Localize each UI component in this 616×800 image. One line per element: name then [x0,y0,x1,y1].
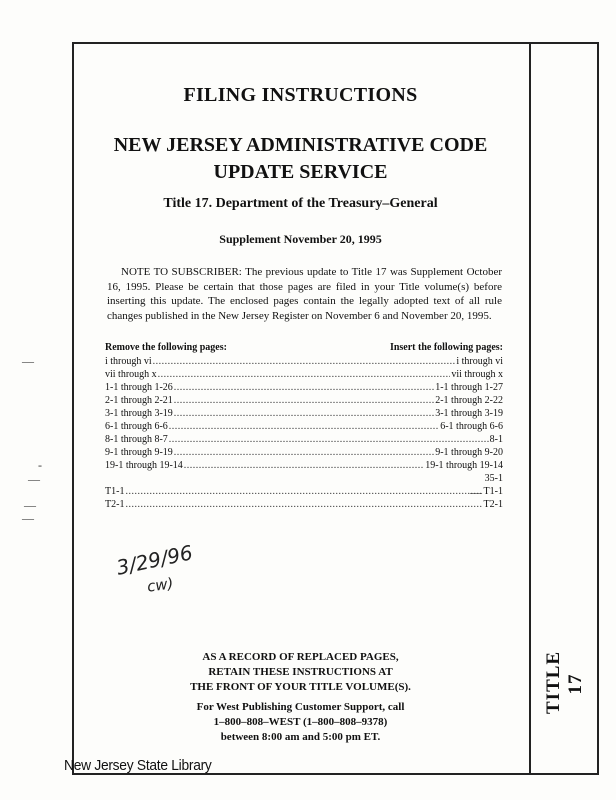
remove-range: i through vi [105,356,152,367]
code-heading-line1: NEW JERSEY ADMINISTRATIVE CODE [113,134,488,156]
pages-list [105,355,503,511]
record-line3: THE FRONT OF YOUR TITLE VOLUME(S). [190,681,411,693]
check-mark: — [22,511,34,525]
insert-header: Insert the following pages: [389,342,503,353]
insert-range: i through vi [456,356,503,367]
remove-range: 3-1 through 3-19 [105,408,173,419]
insert-range: 8-1 [489,434,503,445]
title-tab-label: TITLE 17 [543,650,586,714]
insert-range: 19-1 through 19-14 [425,460,503,471]
list-item [105,394,503,407]
list-item [105,420,503,433]
list-item [105,407,503,420]
support-line1: For West Publishing Customer Support, call [196,701,405,713]
remove-range: T1-1 [105,486,125,497]
list-item [105,498,503,511]
handwritten-date: 3/29/96 [114,540,195,580]
code-heading-line2: UPDATE SERVICE [213,161,388,183]
dot-leader [125,498,482,511]
list-item [105,381,503,394]
remove-range: 2-1 through 2-21 [105,395,173,406]
dot-leader [174,394,434,407]
remove-range: 6-1 through 6-6 [105,421,168,432]
insert-range: 3-1 through 3-19 [435,408,503,419]
dot-leader [174,407,434,420]
list-item [105,368,503,381]
insert-range: T1-1 [483,486,503,497]
dot-leader [125,485,482,498]
insert-range: vii through x [451,369,503,380]
record-instructions [72,650,529,695]
insert-range: 1-1 through 1-27 [435,382,503,393]
remove-range: T2-1 [105,499,125,510]
insert-range: 9-1 through 9-20 [435,447,503,458]
dot-leader [169,420,439,433]
list-item [105,355,503,368]
insert-range: 2-1 through 2-22 [435,395,503,406]
supplement-date: Supplement November 20, 1995 [219,232,382,246]
dot-leader [184,459,424,472]
insert-range: 35-1 [484,473,503,484]
subscriber-note: NOTE TO SUBSCRIBER: The previous update to Title 17 was Supplement October 16, 1995. Please be certain that those pages are filed in your Title volume(s) before inserting this update. The enclosed pages contain the legally adopted text of all rule changes published in the New Jersey Register on November 6 and November 20, 1995. [107,266,502,322]
handwritten-initials: cw) [145,574,175,596]
customer-support [72,700,529,745]
check-mark: — [24,498,36,512]
insert-range: T2-1 [483,499,503,510]
code-heading [72,132,529,186]
remove-range: 1-1 through 1-26 [105,382,173,393]
dot-leader [174,381,434,394]
record-line2: RETAIN THESE INSTRUCTIONS AT [208,666,393,678]
support-line3: between 8:00 am and 5:00 pm ET. [220,731,381,743]
remove-header: Remove the following pages: [105,342,227,353]
title-heading: Title 17. Department of the Treasury–General [163,196,438,211]
list-item [105,446,503,459]
support-line2: 1–800–808–WEST (1–800–808–9378) [213,716,388,728]
list-item [105,472,503,485]
insert-range: 6-1 through 6-6 [440,421,503,432]
document-title: FILING INSTRUCTIONS [183,84,418,106]
record-line1: AS A RECORD OF REPLACED PAGES, [202,651,399,663]
check-mark: — [470,485,482,499]
library-stamp: New Jersey State Library [64,757,212,774]
remove-range: 19-1 through 19-14 [105,460,183,471]
dot-leader [174,446,434,459]
list-item [105,459,503,472]
check-mark: — [22,354,34,368]
pages-list-header [105,342,503,353]
check-mark: - [38,458,42,472]
check-mark: — [28,472,40,486]
dot-leader [153,355,456,368]
remove-range: vii through x [105,369,157,380]
list-item [105,433,503,446]
dot-leader [169,433,489,446]
dot-leader [158,368,451,381]
remove-range: 8-1 through 8-7 [105,434,168,445]
remove-range: 9-1 through 9-19 [105,447,173,458]
list-item [105,485,503,498]
